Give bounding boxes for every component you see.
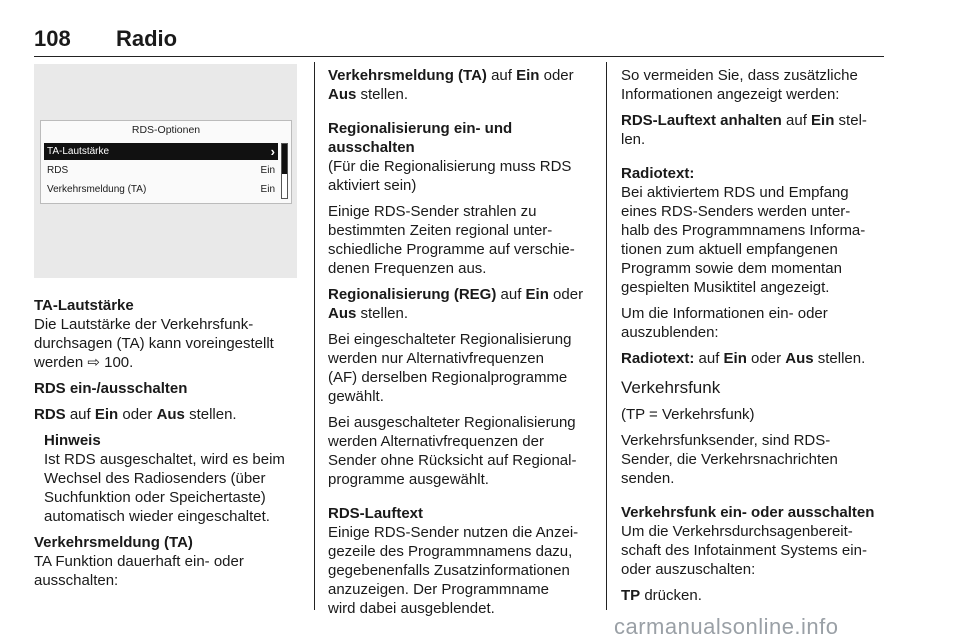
paragraph-radiotext: Bei aktiviertem RDS und Empfang eines RDS-Senders werden unter- halb des Programmnamens Informa- tionen zum aktuell empfangenen Programm sowie dem momentan gespielten Musiktitel angezeigt. bbox=[621, 184, 866, 296]
paragraph-rds-text-pause: RDS-Lauftext anhalten auf Ein stel- len. bbox=[621, 112, 867, 148]
heading-radiotext: Radiotext: bbox=[621, 165, 695, 182]
paragraph-tp-toggle: Um die Verkehrsdurchsagenbereit- schaft des Infotainment Systems ein- oder auszuschalten: bbox=[621, 523, 867, 578]
paragraph-tp-description: Verkehrsfunksender, sind RDS- Sender, die Verkehrsnachrichten senden. bbox=[621, 432, 838, 487]
paragraph-rds-text: Einige RDS-Sender nutzen die Anzei- gezeile des Programmnamens dazu, gegebenenfalls Zusatzinformationen anzuzeigen. Der Programmname wird dabei ausgeblendet. bbox=[328, 524, 579, 617]
paragraph-avoid-info: So vermeiden Sie, dass zusätzliche Informationen angezeigt werden: bbox=[621, 67, 858, 103]
paragraph-reg-setting: Regionalisierung (REG) auf Ein oder Aus stellen. bbox=[328, 286, 584, 322]
heading-tp-toggle: Verkehrsfunk ein- oder ausschalten bbox=[621, 504, 875, 521]
menu-item-ta-volume[interactable]: TA-Lautstärke › bbox=[44, 143, 278, 160]
paragraph-ta-setting: Verkehrsmeldung (TA) auf Ein oder Aus stellen. bbox=[328, 67, 574, 103]
column-divider-1 bbox=[314, 62, 315, 610]
paragraph-reg-description: Einige RDS-Sender strahlen zu bestimmten Zeiten regional unter- schiedliche Programme auf verschie- denen Frequenzen aus. bbox=[328, 203, 575, 277]
paragraph-tp-definition: (TP = Verkehrsfunk) bbox=[621, 406, 755, 423]
rds-options-screen bbox=[34, 64, 297, 278]
heading-ta-volume: TA-Lautstärke bbox=[34, 297, 134, 314]
paragraph-reg-requirement: (Für die Regionalisierung muss RDS aktiviert sein) bbox=[328, 158, 572, 194]
paragraph-ta-volume: Die Lautstärke der Verkehrsfunk- durchsagen (TA) kann voreingestellt werden ⇨ 100. bbox=[34, 316, 274, 371]
column-2 bbox=[328, 66, 600, 625]
paragraph-radiotext-toggle: Um die Informationen ein- oder auszublenden: bbox=[621, 305, 828, 341]
page-number: 108 bbox=[34, 26, 71, 51]
paragraph-tp-press: TP drücken. bbox=[621, 587, 702, 604]
paragraph-rds: RDS auf Ein oder Aus stellen. bbox=[34, 406, 237, 423]
heading-traffic-programme: Verkehrsfunk bbox=[621, 378, 721, 397]
hint-box: Hinweis Ist RDS ausgeschaltet, wird es beim Wechsel des Radiosenders (über Suchfunktion oder Speichertaste) automatisch wieder eingeschaltet. bbox=[44, 432, 285, 525]
heading-rds-toggle: RDS ein-/ausschalten bbox=[34, 380, 188, 397]
column-divider-2 bbox=[606, 62, 607, 610]
paragraph-traffic-announcement: TA Funktion dauerhaft ein- oder ausschalten: bbox=[34, 553, 244, 589]
heading-regionalisation: Regionalisierung ein- und ausschalten bbox=[328, 120, 513, 156]
menu-item-rds[interactable]: RDS Ein bbox=[47, 165, 275, 176]
paragraph-reg-off: Bei ausgeschalteter Regionalisierung werden Alternativfrequenzen der Sender ohne Rücksicht auf Regional- programme ausgewählt. bbox=[328, 414, 577, 488]
section-title: Radio bbox=[116, 26, 178, 51]
screen-title: RDS-Optionen bbox=[131, 124, 201, 136]
watermark[interactable]: carmanualsonline.info bbox=[614, 614, 839, 639]
column-3 bbox=[621, 66, 889, 612]
scrollbar-thumb[interactable] bbox=[282, 144, 287, 174]
paragraph-reg-on: Bei eingeschalteter Regionalisierung werden nur Alternativfrequenzen (AF) derselben Regionalprogramme gewählt. bbox=[328, 331, 572, 405]
heading-rds-text: RDS-Lauftext bbox=[328, 505, 424, 522]
menu-item-traffic-announcement[interactable]: Verkehrsmeldung (TA) Ein bbox=[47, 184, 275, 195]
paragraph-radiotext-setting: Radiotext: auf Ein oder Aus stellen. bbox=[621, 350, 866, 367]
header-rule bbox=[34, 56, 884, 57]
hint-title: Hinweis bbox=[44, 432, 101, 449]
scrollbar[interactable] bbox=[281, 143, 288, 199]
page-reference-arrow-icon[interactable]: ⇨ bbox=[87, 354, 100, 371]
column-1 bbox=[34, 296, 306, 597]
heading-traffic-announcement: Verkehrsmeldung (TA) bbox=[34, 534, 193, 551]
chevron-right-icon: › bbox=[270, 144, 275, 159]
rds-options-panel bbox=[40, 120, 292, 204]
